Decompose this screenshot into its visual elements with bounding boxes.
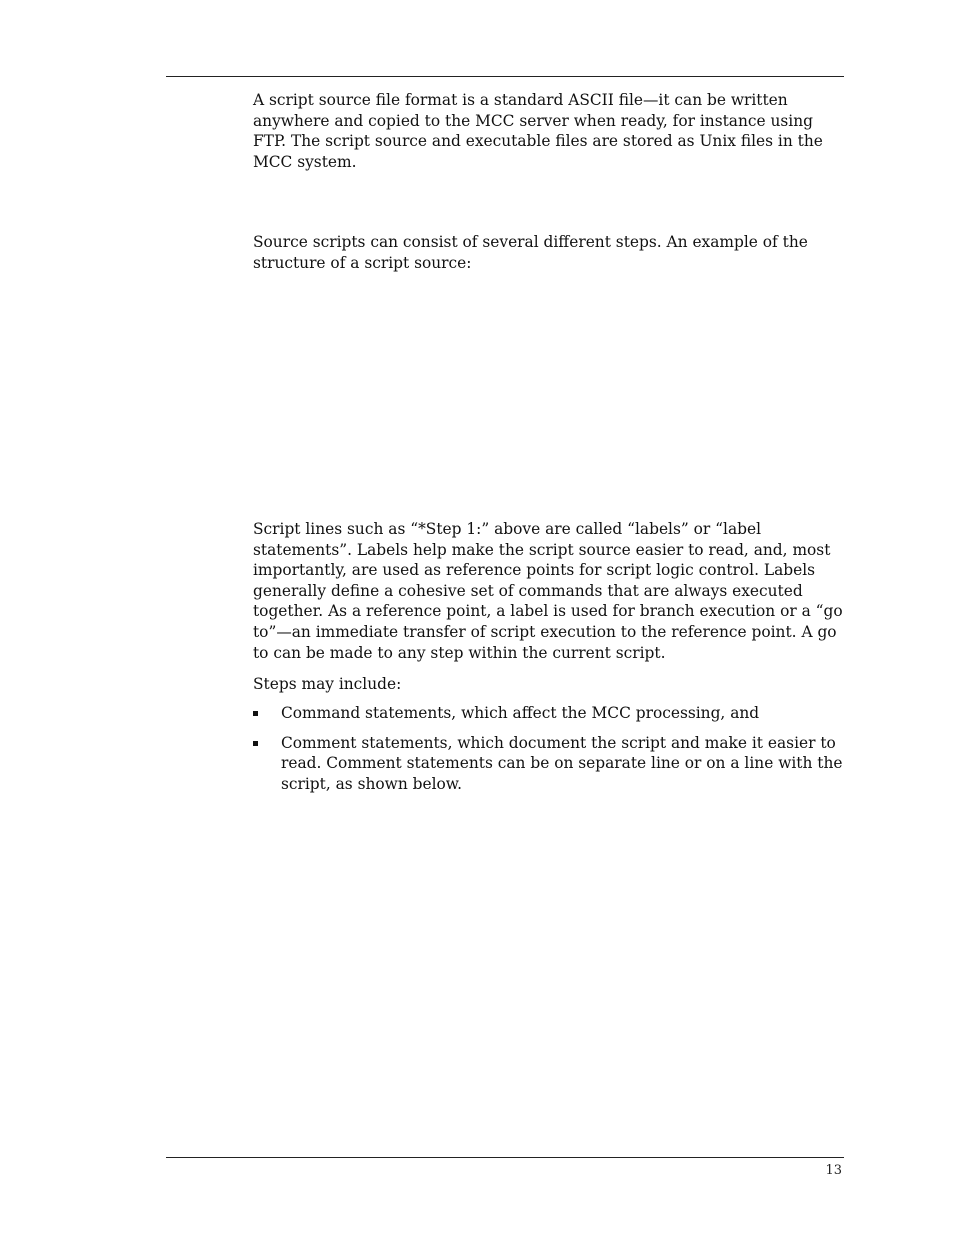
header-rule — [166, 76, 844, 77]
list-item — [253, 703, 848, 724]
list-item-text: Command statements, which affect the MCC processing, and — [281, 704, 760, 722]
list-item-text: Comment statements, which document the script and make it easier to read. Comment statements can be on separate line or on a line with the script, as shown below. — [281, 733, 843, 793]
steps-bullet-list — [253, 703, 848, 803]
page-number: 13 — [825, 1163, 842, 1178]
paragraph-labels: Script lines such as “*Step 1:” above are called “labels” or “label statements”. Labels help make the script source easier to read, and, most importantly, are used as reference points for script logic control. Labels generally define a cohesive set of commands that are always executed together. As a reference point, a label is used for branch execution or a “go to”—an immediate transfer of script execution to the reference point. A go to can be made to any step within the current script. — [253, 520, 843, 662]
paragraph-file-format: A script source file format is a standard ASCII file—it can be written anywhere and copied to the MCC server when ready, for instance using FTP. The script source and executable files are stored as Unix files in the MCC system. — [253, 91, 823, 171]
paragraph-steps-intro: Steps may include: — [253, 675, 402, 693]
footer-rule — [166, 1157, 844, 1158]
paragraph-script-structure: Source scripts can consist of several different steps. An example of the structure of a script source: — [253, 233, 808, 272]
square-bullet-icon — [253, 741, 258, 746]
square-bullet-icon — [253, 711, 258, 716]
list-item — [253, 733, 848, 795]
